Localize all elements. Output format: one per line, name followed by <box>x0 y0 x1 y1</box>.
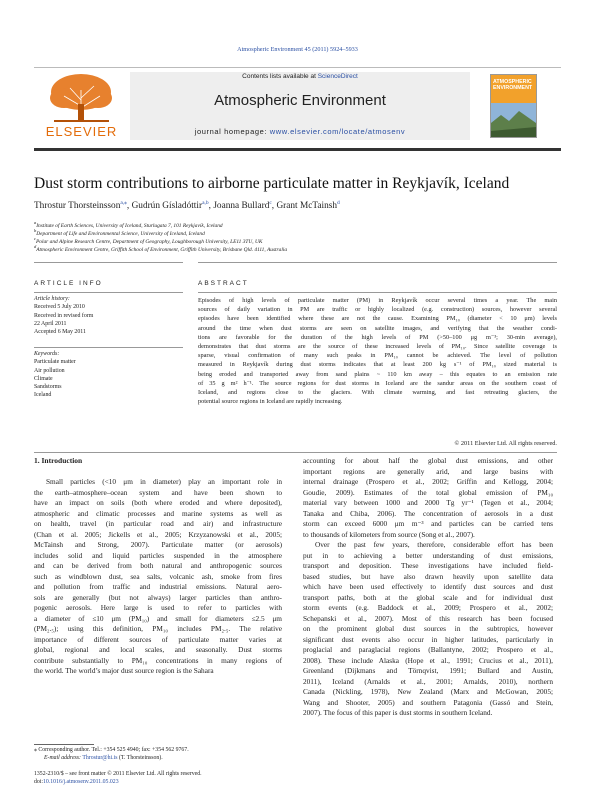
divider <box>34 262 183 263</box>
abstract-line: around the time when dust storms are seen on satellite images, and verifying that the weather condi- <box>198 324 557 332</box>
body-line: have an impact on soils (both where eroded and where deposited), <box>34 498 282 507</box>
body-column-left <box>34 477 282 677</box>
author-list <box>34 200 340 211</box>
email-label: E-mail address: <box>44 755 81 761</box>
body-line: Canada (Nickling, 1978), New Zealand (Marx and McGowan, 2005; <box>303 687 553 696</box>
body-line: storm events (e.g. Baddock et al., 2009; Prospero et al., 2002; <box>303 603 553 612</box>
contents-line <box>130 73 470 80</box>
affiliation-text: Atmospheric Environment Centre, Griffith School of Environment, Griffith University, Brisbane Qld. 4111, Australia <box>36 246 288 253</box>
body-line: significant dust events also occur in higher latitudes, particularly in <box>303 634 553 644</box>
article-info-heading: ARTICLE INFO <box>34 280 103 287</box>
abstract-line: potential source regions in Iceland are rapidly increasing. <box>198 398 343 406</box>
body-line: Schepanski et al., 2007). Most of this research has been focused <box>303 613 553 623</box>
author-separator: , <box>208 201 214 212</box>
body-line: Wang and Shooter, 2005) and southern Patagonia (Gassó and Stein, <box>303 697 553 707</box>
affiliation-text: Department of Life and Environmental Science, University of Iceland, Iceland <box>36 230 205 237</box>
journal-homepage <box>130 127 470 136</box>
keyword: Climate <box>34 375 53 382</box>
affiliation-marker: b <box>34 228 37 233</box>
contents-prefix: Contents lists available at <box>242 73 316 80</box>
abstract-line: sparse, visual confirmation of many such peaks in PM₁₀ cannot be achieved. The level of pollution <box>198 352 557 360</box>
body-line: (Chan et al. 2005; Jickells et al., 2005; Krzyzanowski et al., 2005; <box>34 529 282 539</box>
abstract-line: episodes have been identified where these are not the cause. Examining PM₁₀ (diameter < 10 μm) levels <box>198 315 557 323</box>
divider <box>34 292 183 293</box>
journal-title: Atmospheric Environment <box>214 92 386 109</box>
issn-line: 1352-2310/$ – see front matter © 2011 Elsevier Ltd. All rights reserved. <box>34 771 202 777</box>
keyword: Particulate matter <box>34 359 76 366</box>
cover-title: ATMOSPHERIC ENVIRONMENT <box>493 79 533 91</box>
body-line: 2011), Iceland (Arnalds et al., 2001; Arnalds, 2010), northern <box>303 676 553 686</box>
body-line: McTainsh and Strong, 2007). Particulate matter (or aerosols) <box>34 540 282 549</box>
author-name: Joanna Bullard <box>213 201 270 212</box>
body-line: on health, travel (in particular road and air) and infrastructure <box>34 519 282 528</box>
body-line: pogenic aerosols. Here large is used to refer to particles with <box>34 603 282 612</box>
doi-label: doi: <box>34 779 44 785</box>
history-item: Received in revised form <box>34 312 94 319</box>
body-line: to thousands of kilometers from source (Song et al., 2007). <box>303 529 475 539</box>
article-history <box>34 295 93 336</box>
body-line: sols are generally (but not always) larger particles than anthro- <box>34 592 282 602</box>
body-line: Tanaka and Chiba, 2006). The concentration of aerosols in a dust <box>303 508 553 518</box>
affiliation-text: Polar and Alpine Research Centre, Department of Geography, Loughborough University, LE11 3TU, UK <box>36 238 263 245</box>
footnote-rule <box>34 744 94 745</box>
divider <box>34 452 557 453</box>
author-affiliation-marker[interactable]: d <box>337 200 340 206</box>
author-affiliation-marker[interactable]: c <box>269 200 272 206</box>
divider <box>198 262 557 263</box>
abstract-line: Iceland, and regions close to the glaciers. With climate warming, and fast retreating glaciers, the <box>198 389 557 397</box>
body-line: based studies, but have also drawn heavily upon satellite data <box>303 571 553 581</box>
author-name: Grant McTainsh <box>276 201 337 212</box>
abstract-line: being eroded and transported away from sand plains ~ 110 km away – this equates to an emission rate <box>198 370 557 378</box>
body-line: and can be derived from both natural and anthropogenic sources <box>34 561 282 570</box>
history-label: Article history: <box>34 296 70 302</box>
sciencedirect-link[interactable]: ScienceDirect <box>317 73 358 80</box>
body-line: which have been used effectively to identify dust sources and dust <box>303 582 553 591</box>
author-affiliation-marker[interactable]: a,b <box>202 200 209 206</box>
affiliation-marker: c <box>34 236 36 241</box>
author-separator: , <box>271 201 277 212</box>
body-line: storm can exceed 6000 μm m⁻³ and particles can be carried tens <box>303 519 553 528</box>
abstract-line: sources of daily variation in PM are traffic or highly localized (e.g. construction) sources, however several <box>198 306 557 314</box>
homepage-prefix: journal homepage: <box>194 127 268 136</box>
abstract-line: tions are favorable for the duration of the high levels of PM (>50–100 μg m⁻³; 30-min average), <box>198 333 557 341</box>
history-item: Accepted 6 May 2011 <box>34 329 86 336</box>
body-line: contribute substantially to PM₁₀ concentrations in many regions of <box>34 655 282 665</box>
keyword: Iceland <box>34 392 52 399</box>
body-line: a diameter of ≤10 μm (PM₁₀) and small for diameters ≤2.5 μm <box>34 613 282 623</box>
body-line: importance of different sources of particulate matter varies at <box>34 634 282 644</box>
article-title: Dust storm contributions to airborne particulate matter in Reykjavík, Iceland <box>34 175 510 192</box>
body-line: global, regional and local scales, and seasonally. Dust storms <box>34 645 282 654</box>
body-line: includes solid and liquid particles suspended in the atmosphere <box>34 550 282 560</box>
body-line: Over the past few years, therefore, considerable effort has been <box>315 540 553 549</box>
abstract-line: of 35 g m² h⁻¹. The source regions for dust storms in Iceland are the sandur areas on the southern coast of <box>198 379 557 387</box>
divider <box>198 292 557 293</box>
divider <box>34 347 183 348</box>
body-line: transport paths, both at the global scale and for individual dust <box>303 592 553 602</box>
history-item: 22 April 2011 <box>34 320 67 327</box>
publisher-name: ELSEVIER <box>45 124 118 139</box>
body-line: 2008). These include Alaska (Hope et al., 1991; Crucius et al., 2011), <box>303 655 553 665</box>
journal-cover-thumbnail <box>490 74 537 138</box>
abstract-body <box>198 296 557 406</box>
affiliation <box>34 244 287 253</box>
body-line: material vary between 1000 and 2000 Tg yr⁻¹ (Tegen et al., 2004; <box>303 498 553 507</box>
body-line: (PM₂.₅); using this definition, PM₁₀ includes PM₂.₅. The relative <box>34 624 282 633</box>
author-name: Gudrún Gísladóttir <box>131 201 203 212</box>
body-line: the earth–atmosphere–ocean system and have been shown to <box>34 487 282 497</box>
body-line: and pollution from traffic and industrial emissions. Natural aero- <box>34 582 282 591</box>
affiliation-text: Institute of Earth Sciences, University of Iceland, Sturlugata 7, 101 Reykjavík, Iceland <box>36 222 223 229</box>
email-link[interactable]: Throstur@hi.is <box>82 755 118 761</box>
author-separator: , <box>126 201 132 212</box>
history-item: Received 5 July 2010 <box>34 304 85 311</box>
body-line: put in to achieving a better understanding of dust emissions, <box>303 550 553 560</box>
author-name: Throstur Thorsteinsson <box>34 201 121 212</box>
abstract-line: demonstrates that dust storms are the source of these increased levels of PM₁₀. Since satellite coverage is <box>198 343 557 351</box>
abstract-heading: ABSTRACT <box>198 280 249 287</box>
abstract-line: measured in Reykjavík during dust storms indicates that at least 200 kg s⁻¹ of PM₁₀ sized material is <box>198 361 557 369</box>
keywords-label: Keywords: <box>34 351 60 357</box>
body-line: such as windblown dust, sea salts, volcanic ash, smoke from fires <box>34 571 282 581</box>
body-line: transport and deposition. These investigations have included field- <box>303 561 553 570</box>
doi-link[interactable]: 10.1016/j.atmosenv.2011.05.023 <box>43 779 119 785</box>
affiliation-marker: a <box>34 220 37 225</box>
keyword: Sandstorms <box>34 384 62 391</box>
body-line: Small particles (<10 μm in diameter) play an important role in <box>46 477 282 486</box>
body-line: Greenland (Dijkmans and Törnqvist, 1991; Bullard and Austin, <box>303 666 553 675</box>
corresponding-author-note: ⁎ Corresponding author. Tel.: +354 525 4940; fax: +354 562 9767. <box>34 747 189 753</box>
body-line: on the prominent global dust sources in the subtropics, however <box>303 624 553 633</box>
body-line: Goudie, 2009). Estimates of the total global emission of PM₁₀ <box>303 487 553 497</box>
body-line: internal drainage (Prospero et al., 2002; Griffin and Kellogg, 2004; <box>303 477 553 486</box>
abstract-line: Episodes of high levels of particulate matter (PM) in Reykjavík occur several times a year. The main <box>198 297 557 304</box>
email-note <box>44 755 163 761</box>
body-line: accounting for about half the global dust emissions, and other <box>303 456 553 465</box>
affiliation-marker: d <box>34 244 37 249</box>
cover-landscape-icon <box>491 103 536 137</box>
journal-citation[interactable]: Atmospheric Environment 45 (2011) 5924–5933 <box>237 46 358 53</box>
author-affiliation-marker[interactable]: a,⁎ <box>120 200 127 206</box>
copyright-notice: © 2011 Elsevier Ltd. All rights reserved. <box>454 440 557 447</box>
keyword: Air pollution <box>34 367 65 374</box>
email-suffix: (T. Thorsteinsson). <box>118 755 163 761</box>
keywords <box>34 350 76 400</box>
doi-line <box>34 779 119 785</box>
body-line: proglacial and paraglacial regions (Ballantyne, 2002; Prospero et al., <box>303 645 553 654</box>
section-heading-introduction: 1. Introduction <box>34 456 83 465</box>
body-line: 2007). The focus of this paper is dust storms in southern Iceland. <box>303 708 493 717</box>
homepage-link[interactable]: www.elsevier.com/locate/atmosenv <box>269 127 406 136</box>
body-column-right <box>303 456 553 719</box>
body-line: the world. The world’s major dust source region is the Sahara <box>34 666 214 675</box>
body-line: important regions are generally arid, and large basins with <box>303 466 553 476</box>
body-line: atmospheric and climatic processes and marine systems as well as <box>34 508 282 518</box>
